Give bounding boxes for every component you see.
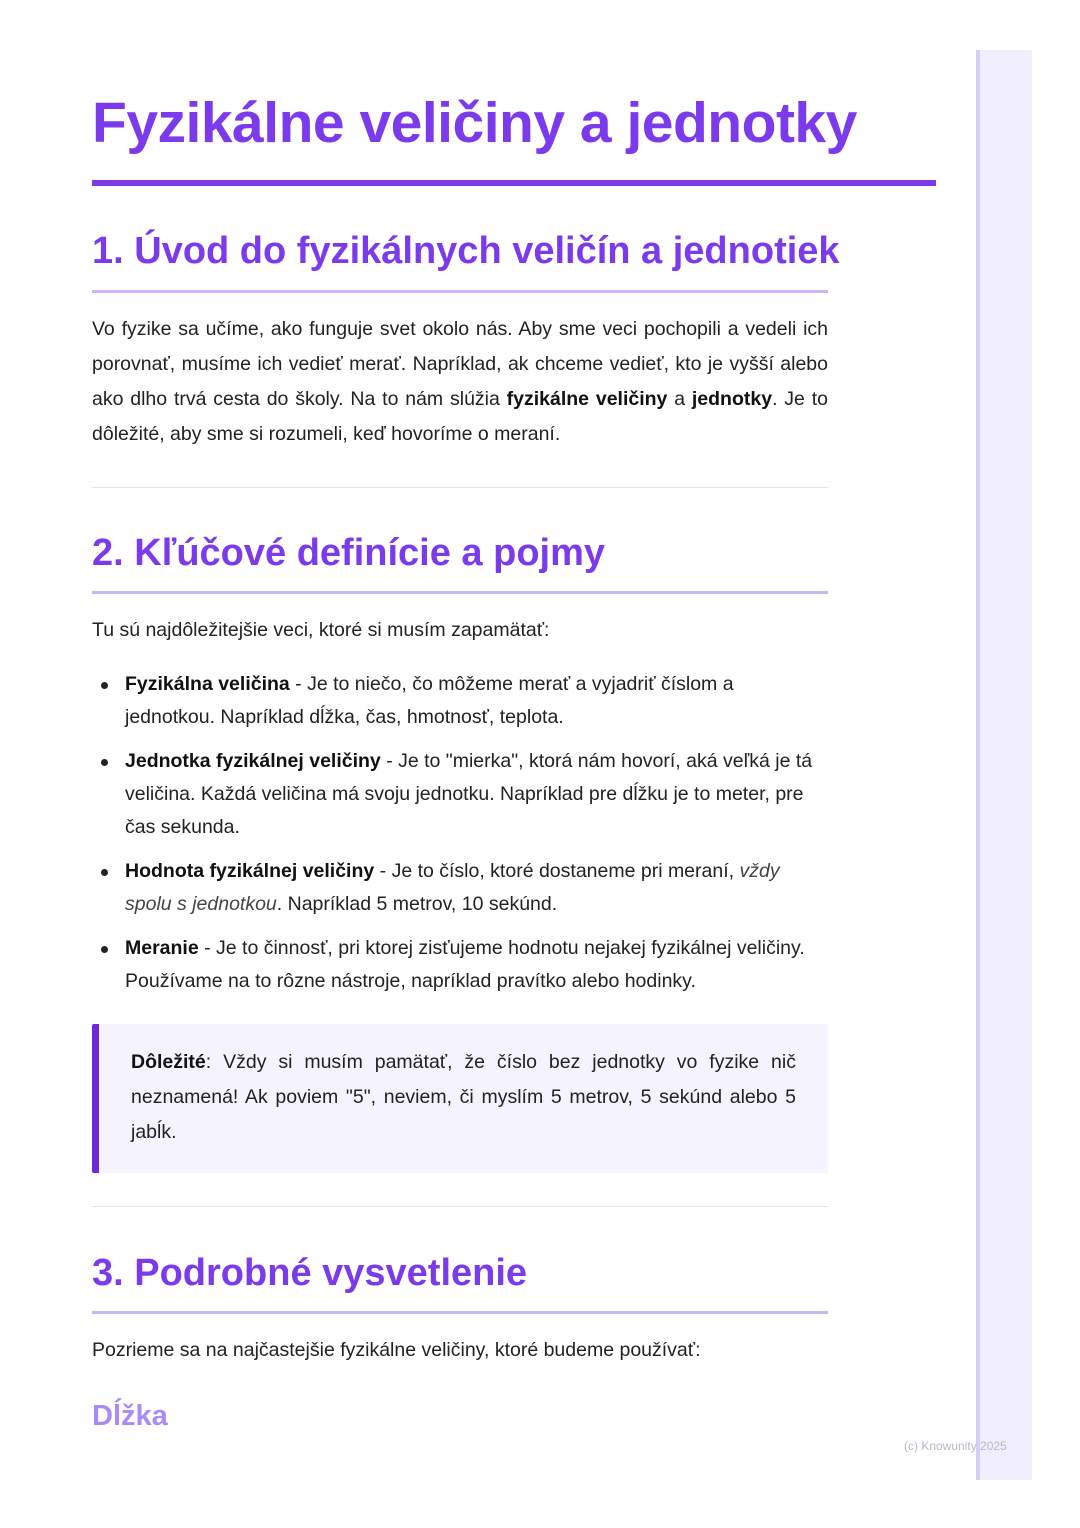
page-side-strip: [976, 50, 1032, 1480]
bullet-icon: [101, 869, 108, 876]
list-item: Jednotka fyzikálnej veličiny - Je to "mierka", ktorá nám hovorí, aká veľká je tá veličina. Každá veličina má svoju jednotku. Napríklad pre dĺžku je to meter, pre čas sekunda.: [92, 745, 828, 844]
list-item: Meranie - Je to činnosť, pri ktorej zisťujeme hodnotu nejakej fyzikálnej veličiny. Používame na to rôzne nástroje, napríklad pravítko alebo hodinky.: [92, 932, 828, 998]
section-3-heading: 3. Podrobné vysvetlenie: [92, 1252, 528, 1294]
callout-label: Dôležité: [131, 1051, 206, 1073]
page-title: Fyzikálne veličiny a jednotky: [92, 91, 857, 155]
callout-text: Dôležité: Vždy si musím pamätať, že číslo bez jednotky vo fyzike nič neznamená! Ak poviem "5", neviem, či myslím 5 metrov, 5 sekúnd alebo 5 jabĺk.: [131, 1051, 796, 1143]
term-fyzikalne-veliciny: fyzikálne veličiny: [506, 388, 668, 410]
section-divider-2: [92, 1206, 828, 1207]
definition-term: Fyzikálna veličina: [125, 673, 290, 695]
definition-term: Jednotka fyzikálnej veličiny: [125, 750, 381, 772]
term-jednotky: jednotky: [691, 388, 773, 410]
definitions-list: [92, 668, 828, 1009]
definition-term: Meranie: [125, 937, 199, 959]
title-underline: [92, 180, 936, 186]
list-item: Fyzikálna veličina - Je to niečo, čo môžeme merať a vyjadriť číslom a jednotkou. Napríklad dĺžka, čas, hmotnosť, teplota.: [92, 668, 828, 734]
section-3-underline: [92, 1311, 828, 1314]
important-callout: [92, 1024, 828, 1173]
emphasis-text: vždy spolu s jednotkou: [125, 860, 780, 915]
definition-term: Hodnota fyzikálnej veličiny: [125, 860, 375, 882]
section-2-heading: 2. Kľúčové definície a pojmy: [92, 532, 606, 574]
section-1-paragraph: Vo fyzike sa učíme, ako funguje svet okolo nás. Aby sme veci pochopili a vedeli ich porovnať, musíme ich vedieť merať. Napríklad, ak chceme vedieť, kto je vyšší alebo ako dlho trvá cesta do školy. Na to nám slúžia fyzikálne veličiny a jednotky. Je to dôležité, aby sme si rozumeli, keď hovoríme o meraní.: [92, 318, 828, 445]
subheading-dlzka: Dĺžka: [92, 1400, 168, 1432]
section-3-intro: Pozrieme sa na najčastejšie fyzikálne veličiny, ktoré budeme používať:: [92, 1339, 701, 1361]
section-2-underline: [92, 591, 828, 594]
section-2-intro: Tu sú najdôležitejšie veci, ktoré si musím zapamätať:: [92, 619, 550, 641]
section-1-underline: [92, 290, 828, 293]
bullet-icon: [101, 759, 108, 766]
bullet-icon: [101, 682, 108, 689]
list-item: Hodnota fyzikálnej veličiny - Je to číslo, ktoré dostaneme pri meraní, vždy spolu s jednotkou. Napríklad 5 metrov, 10 sekúnd.: [92, 855, 828, 921]
copyright-notice: (c) Knowunity 2025: [904, 1439, 1007, 1453]
section-1-heading: 1. Úvod do fyzikálnych veličín a jednotiek: [92, 230, 840, 272]
section-divider-1: [92, 487, 828, 488]
bullet-icon: [101, 946, 108, 953]
